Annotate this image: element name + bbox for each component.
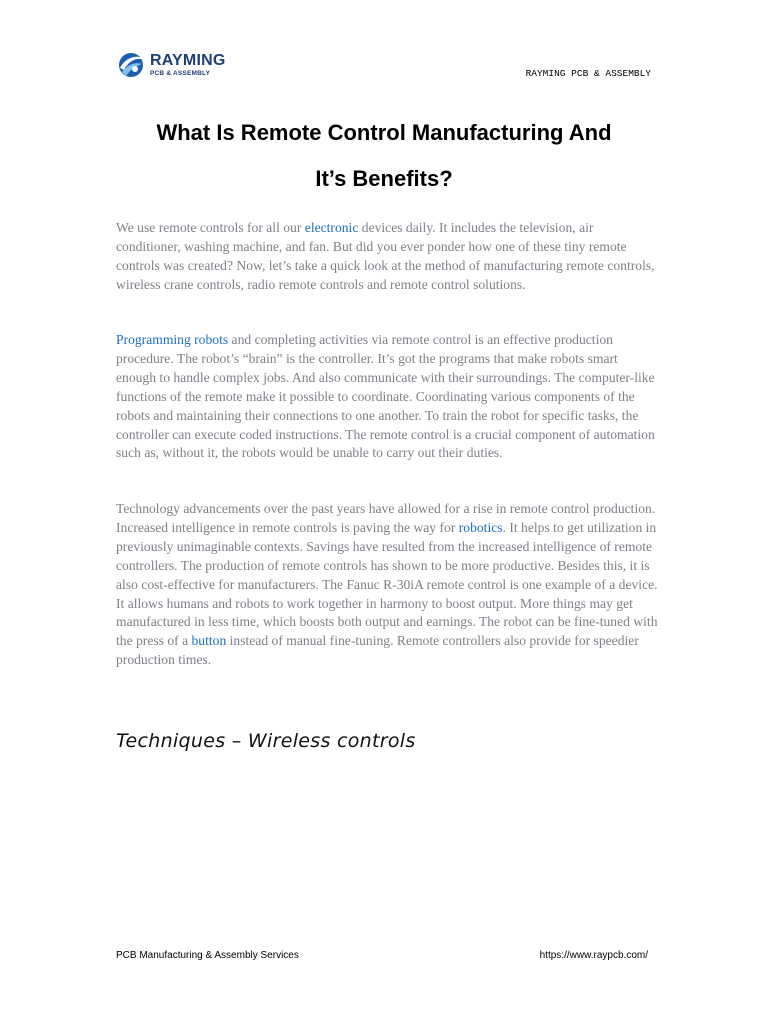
- paragraph-technology: [116, 500, 661, 670]
- footer-services: PCB Manufacturing & Assembly Services: [116, 950, 299, 961]
- page-title: [100, 110, 668, 202]
- header-company-name: RAYMING PCB & ASSEMBLY: [525, 68, 651, 79]
- title-line-2: It’s Benefits?: [315, 166, 453, 191]
- paragraph-programming: [116, 331, 661, 463]
- title-line-1: What Is Remote Control Manufacturing And: [156, 120, 612, 145]
- company-logo: [116, 50, 226, 80]
- paragraph-text: and completing activities via remote control is an effective production procedure. The robot’s “brain” is the controller. It’s got the programs that make robots smart enough to handle complex jobs. And also communicate with their surroundings. The computer-like functions of the remote make it possible to coordinate. Coordinating various components of the robots and maintaining their connections to one another. To train the robot for specific tasks, the controller can execute coded instructions. The remote control is a crucial component of automation such as, without it, the robots would be unable to carry out their duties.: [116, 332, 655, 461]
- link-robotics[interactable]: robotics: [458, 519, 503, 535]
- footer-url[interactable]: https://www.raypcb.com/: [539, 950, 648, 961]
- logo-subtitle: PCB & ASSEMBLY: [150, 69, 211, 77]
- paragraph-text: devices daily. It includes the television, air conditioner, washing machine, and fan. But did you ever ponder how one of these tiny remote controls was created? Now, let’s take a quick look at the method of manufacturing remote controls, wireless crane controls, radio remote controls and remote control solutions.: [116, 220, 655, 292]
- section-heading: Techniques – Wireless controls: [116, 730, 416, 752]
- paragraph-text: instead of manual fine-tuning. Remote controllers also provide for speedier production times.: [116, 633, 639, 668]
- paragraph-text: . It helps to get utilization in previously unimaginable contexts. Savings have resulted from the increased intelligence of remote controllers. The production of remote controls has shown to be more productive. Besides this, it is also cost-effective for manufacturers. The Fanuc R-30iA remote control is one example of a device. It allows humans and robots to work together in harmony to boost output. More things may get manufactured in less time, which boosts both output and earnings. The robot can be fine-tuned with the press of a: [116, 519, 658, 649]
- paragraph-text: Technology advancements over the past years have allowed for a rise in remote control production. Increased intelligence in remote controls is paving the way for: [116, 501, 656, 535]
- link-programming-robots[interactable]: Programming robots: [116, 332, 229, 347]
- link-button[interactable]: button: [191, 633, 227, 649]
- link-electronic[interactable]: electronic: [304, 220, 359, 235]
- logo-name: RAYMING: [150, 51, 226, 69]
- paragraph-intro: [116, 219, 661, 295]
- paragraph-text: We use remote controls for all our: [116, 220, 305, 235]
- rayming-logo-icon: [116, 50, 146, 80]
